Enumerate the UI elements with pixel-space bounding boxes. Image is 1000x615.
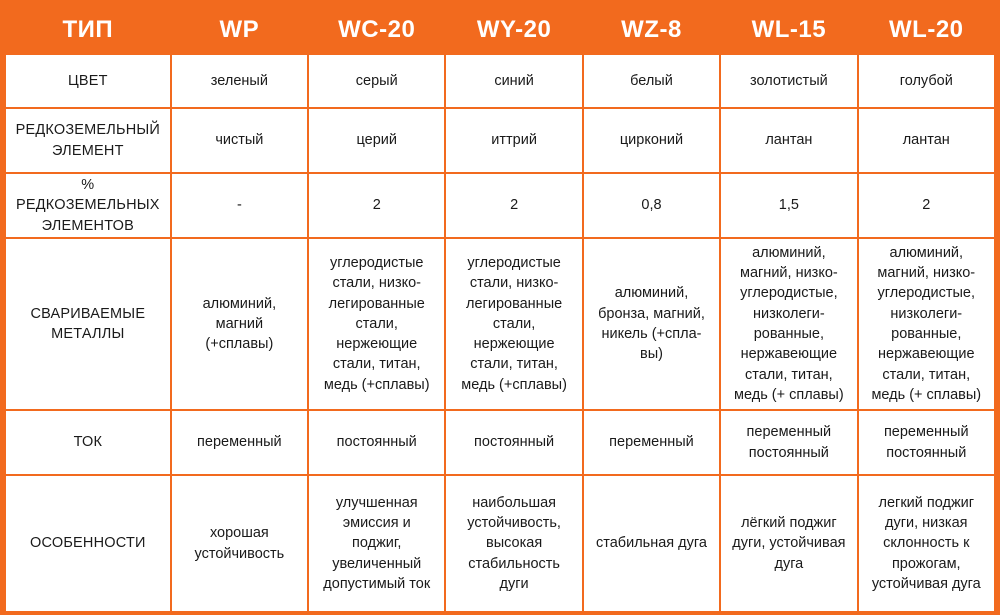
table-cell: 2 bbox=[446, 174, 581, 237]
table-cell: - bbox=[172, 174, 307, 237]
table-cell: 0,8 bbox=[584, 174, 719, 237]
table-cell: лантан bbox=[721, 109, 856, 172]
table-cell: лёгкий поджиг дуги, устойчивая дуга bbox=[721, 476, 856, 611]
column-header-wl-20: WL-20 bbox=[859, 6, 994, 53]
table-cell: белый bbox=[584, 55, 719, 107]
table-cell: иттрий bbox=[446, 109, 581, 172]
table-row-color bbox=[6, 55, 994, 107]
table-row-welded-metals bbox=[6, 239, 994, 409]
table-cell: церий bbox=[309, 109, 444, 172]
table-cell: голубой bbox=[859, 55, 994, 107]
table-cell: переменный постоянный bbox=[721, 411, 856, 474]
column-header-wc-20: WC-20 bbox=[309, 6, 444, 53]
table-row-features bbox=[6, 476, 994, 611]
table-cell: 1,5 bbox=[721, 174, 856, 237]
table-cell: 2 bbox=[859, 174, 994, 237]
table-cell: наибольшая устойчивость, высокая стабильность дуги bbox=[446, 476, 581, 611]
row-label-current: ТОК bbox=[6, 411, 170, 474]
table-cell: синий bbox=[446, 55, 581, 107]
column-header-type: ТИП bbox=[6, 6, 170, 53]
table-row-rare-earth-percent bbox=[6, 174, 994, 237]
table-row-current bbox=[6, 411, 994, 474]
row-label-rare-earth-element: РЕДКОЗЕМЕЛЬНЫЙ ЭЛЕМЕНТ bbox=[6, 109, 170, 172]
table-cell: цирконий bbox=[584, 109, 719, 172]
table-cell: серый bbox=[309, 55, 444, 107]
electrode-spec-table bbox=[4, 4, 996, 613]
column-header-wy-20: WY-20 bbox=[446, 6, 581, 53]
table-cell: лантан bbox=[859, 109, 994, 172]
table-cell: переменный постоянный bbox=[859, 411, 994, 474]
column-header-wp: WP bbox=[172, 6, 307, 53]
table-cell: переменный bbox=[172, 411, 307, 474]
table-cell: чистый bbox=[172, 109, 307, 172]
table-cell: углеродистые стали, низко- легированные стали, нержеющие стали, титан, медь (+сплавы) bbox=[309, 239, 444, 409]
row-label-color: ЦВЕТ bbox=[6, 55, 170, 107]
table-cell: 2 bbox=[309, 174, 444, 237]
table-cell: улучшенная эмиссия и поджиг, увеличенный допустимый ток bbox=[309, 476, 444, 611]
table-cell: стабильная дуга bbox=[584, 476, 719, 611]
header-row bbox=[6, 6, 994, 53]
table-cell: легкий поджиг дуги, низкая склонность к прожогам, устойчивая дуга bbox=[859, 476, 994, 611]
table-cell: углеродистые стали, низко- легированные стали, нержеющие стали, титан, медь (+сплавы) bbox=[446, 239, 581, 409]
table-cell: хорошая устойчивость bbox=[172, 476, 307, 611]
table-cell: алюминий, магний, низко- углеродистые, низколеги- рованные, нержавеющие стали, титан, медь (+ сплавы) bbox=[721, 239, 856, 409]
row-label-rare-earth-percent: % РЕДКОЗЕМЕЛЬНЫХ ЭЛЕМЕНТОВ bbox=[6, 174, 170, 237]
table-cell: зеленый bbox=[172, 55, 307, 107]
table-row-rare-earth-element bbox=[6, 109, 994, 172]
column-header-wz-8: WZ-8 bbox=[584, 6, 719, 53]
table-cell: алюминий, бронза, магний, никель (+спла- вы) bbox=[584, 239, 719, 409]
table-cell: постоянный bbox=[446, 411, 581, 474]
column-header-wl-15: WL-15 bbox=[721, 6, 856, 53]
table-cell: алюминий, магний (+сплавы) bbox=[172, 239, 307, 409]
table-cell: переменный bbox=[584, 411, 719, 474]
row-label-features: ОСОБЕННОСТИ bbox=[6, 476, 170, 611]
row-label-welded-metals: СВАРИВАЕМЫЕ МЕТАЛЛЫ bbox=[6, 239, 170, 409]
table-cell: золотистый bbox=[721, 55, 856, 107]
table-cell: постоянный bbox=[309, 411, 444, 474]
table-cell: алюминий, магний, низко- углеродистые, низколеги- рованные, нержавеющие стали, титан, медь (+ сплавы) bbox=[859, 239, 994, 409]
